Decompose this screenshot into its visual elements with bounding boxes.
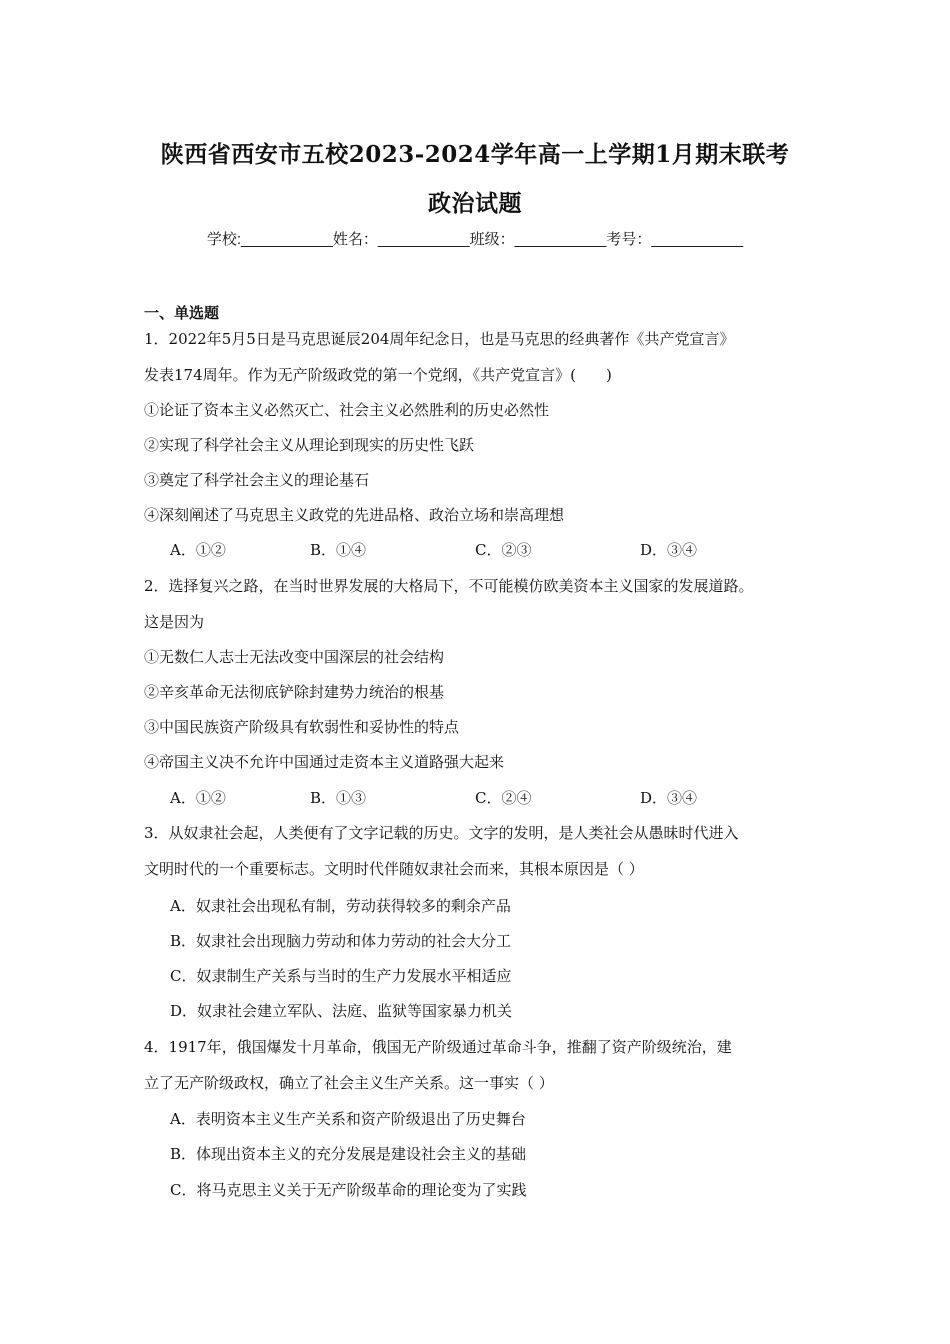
q4-stem-line2: 立了无产阶级政权，确立了社会主义生产关系。这一事实（ ） bbox=[144, 1074, 554, 1092]
q1-item-2: ②实现了科学社会主义从理论到现实的历史性飞跃 bbox=[144, 436, 475, 454]
section-title: 一、单选题 bbox=[144, 304, 220, 322]
q3-option-c: C．奴隶制生产关系与当时的生产力发展水平相适应 bbox=[170, 967, 512, 985]
q1-option-a: A．①② bbox=[170, 541, 226, 559]
q1-item-4: ④深刻阐述了马克思主义政党的先进品格、政治立场和崇高理想 bbox=[144, 506, 565, 524]
q2-option-b: B．①③ bbox=[310, 789, 367, 807]
q3-stem-line1: 3．从奴隶社会起，人类便有了文字记载的历史。文字的发明，是人类社会从愚昧时代进入 bbox=[144, 824, 739, 842]
q1-option-b: B．①④ bbox=[310, 541, 367, 559]
q2-item-2: ②辛亥革命无法彻底铲除封建势力统治的根基 bbox=[144, 683, 445, 701]
q2-option-d: D．③④ bbox=[640, 789, 698, 807]
q4-option-b: B．体现出资本主义的充分发展是建设社会主义的基础 bbox=[170, 1145, 527, 1163]
q2-stem-line1: 2．选择复兴之路，在当时世界发展的大格局下，不可能模仿欧美资本主义国家的发展道路。 bbox=[144, 577, 754, 595]
student-info-row bbox=[0, 228, 950, 249]
exam-title-line1: 陕西省西安市五校2023-2024学年高一上学期1月期末联考 bbox=[160, 141, 790, 168]
q2-stem-line2: 这是因为 bbox=[144, 613, 205, 631]
class-field: 班级：___________ bbox=[469, 231, 607, 248]
q3-option-d: D．奴隶社会建立军队、法庭、监狱等国家暴力机关 bbox=[170, 1002, 513, 1020]
q2-option-c: C．②④ bbox=[475, 789, 532, 807]
q3-option-a: A．奴隶社会出现私有制，劳动获得较多的剩余产品 bbox=[170, 897, 511, 915]
name-field: 姓名：___________ bbox=[332, 231, 470, 248]
q1-stem-line1: 1．2022年5月5日是马克思诞辰204周年纪念日，也是马克思的经典著作《共产党宣言》 bbox=[144, 330, 735, 348]
q1-stem-line2: 发表174周年。作为无产阶级政党的第一个党纲，《共产党宣言》( ) bbox=[144, 366, 612, 384]
q2-item-3: ③中国民族资产阶级具有软弱性和妥协性的特点 bbox=[144, 718, 460, 736]
q2-item-4: ④帝国主义决不允许中国通过走资本主义道路强大起来 bbox=[144, 753, 505, 771]
q1-item-3: ③奠定了科学社会主义的理论基石 bbox=[144, 471, 370, 489]
q3-stem-line2: 文明时代的一个重要标志。文明时代伴随奴隶社会而来，其根本原因是（ ） bbox=[144, 860, 644, 878]
q2-item-1: ①无数仁人志士无法改变中国深层的社会结构 bbox=[144, 648, 445, 666]
q1-option-c: C．②③ bbox=[475, 541, 532, 559]
school-field: 学校:___________ bbox=[206, 231, 333, 248]
q3-option-b: B．奴隶社会出现脑力劳动和体力劳动的社会大分工 bbox=[170, 932, 512, 950]
q1-option-d: D．③④ bbox=[640, 541, 698, 559]
exam-title-line2: 政治试题 bbox=[428, 190, 522, 217]
q4-stem-line1: 4．1917年，俄国爆发十月革命，俄国无产阶级通过革命斗争，推翻了资产阶级统治，建 bbox=[144, 1038, 732, 1056]
q2-option-a: A．①② bbox=[170, 789, 226, 807]
q4-option-a: A．表明资本主义生产关系和资产阶级退出了历史舞台 bbox=[170, 1110, 526, 1128]
q1-item-1: ①论证了资本主义必然灭亡、社会主义必然胜利的历史必然性 bbox=[144, 401, 550, 419]
q4-option-c: C．将马克思主义关于无产阶级革命的理论变为了实践 bbox=[170, 1181, 527, 1199]
number-field: 考号：___________ bbox=[606, 231, 744, 248]
